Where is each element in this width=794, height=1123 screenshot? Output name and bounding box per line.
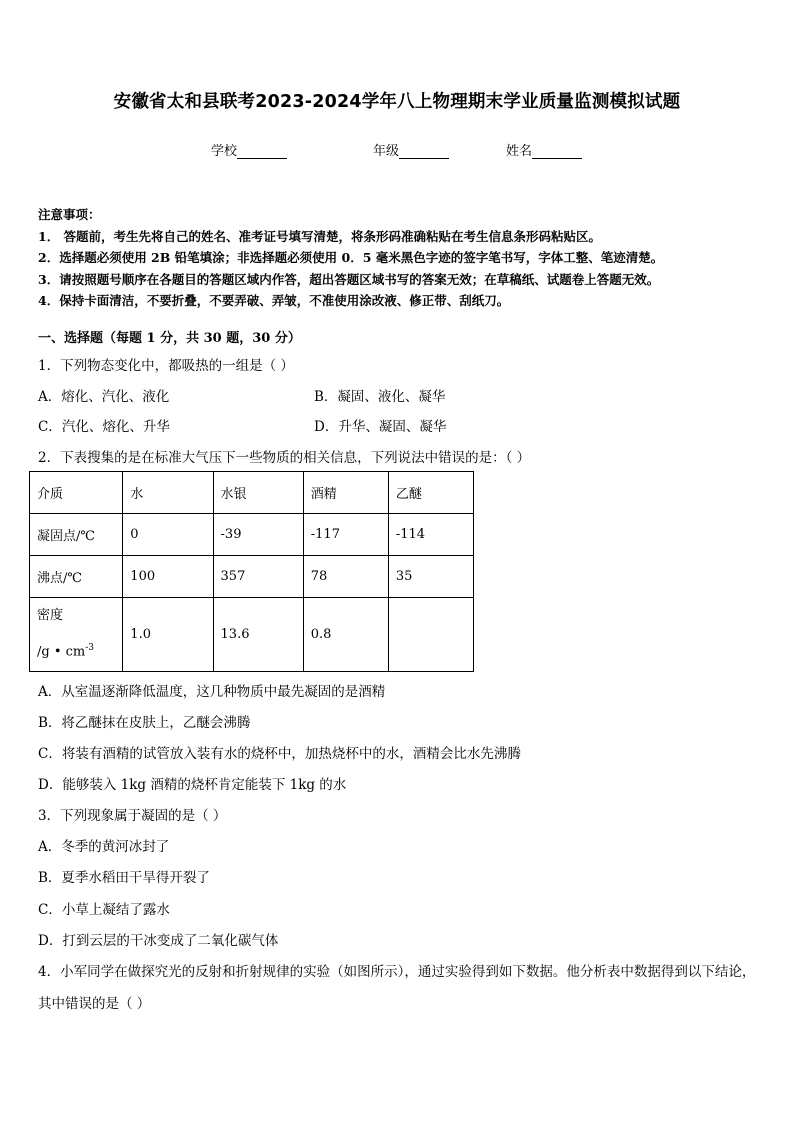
table-cell	[388, 598, 473, 672]
density-label-top: 密度	[37, 608, 64, 624]
q3-option-c: C．小草上凝结了露水	[38, 902, 170, 918]
q1-option-d: D．升华、凝固、凝华	[314, 419, 447, 435]
grade-field	[373, 140, 449, 159]
q4-stem: 4．小军同学在做探究光的反射和折射规律的实验（如图所示），通过实验得到如下数据。他分析表中数据得到以下结论，其中错误的是（ ）	[38, 964, 756, 1012]
school-label: 学校	[211, 144, 238, 159]
table-cell: 水银	[213, 472, 303, 514]
table-cell-density-label	[30, 598, 123, 672]
grade-label: 年级	[373, 144, 400, 159]
table-row	[30, 514, 474, 556]
density-label-unit	[37, 632, 122, 668]
table-cell: 沸点/℃	[30, 556, 123, 598]
q2-option-c: C．将装有酒精的试管放入装有水的烧杯中，加热烧杯中的水，酒精会比水先沸腾	[38, 746, 521, 762]
notice-item: 1． 答题前，考生先将自己的姓名、准考证号填写清楚，将条形码准确粘贴在考生信息条形码粘贴区。	[38, 228, 602, 244]
table-cell: -117	[303, 514, 388, 556]
q3-option-a: A．冬季的黄河冰封了	[38, 839, 170, 855]
table-cell: 1.0	[123, 598, 213, 672]
table-cell: -39	[213, 514, 303, 556]
table-header-row	[30, 472, 474, 514]
name-blank	[532, 145, 582, 159]
table-cell: 水	[123, 472, 213, 514]
table-cell: 乙醚	[388, 472, 473, 514]
section-heading: 一、选择题（每题 1 分，共 30 题，30 分）	[38, 331, 301, 346]
school-field	[211, 140, 287, 159]
name-field	[506, 140, 582, 159]
notice-item: 3．请按照题号顺序在各题目的答题区域内作答，超出答题区域书写的答案无效；在草稿纸、试题卷上答题无效。	[38, 271, 660, 287]
table-cell: 35	[388, 556, 473, 598]
table-cell: 100	[123, 556, 213, 598]
table-cell: 凝固点/℃	[30, 514, 123, 556]
q3-option-b: B．夏季水稻田干旱得开裂了	[38, 870, 210, 886]
table-cell: 13.6	[213, 598, 303, 672]
table-cell: 0	[123, 514, 213, 556]
student-info-row	[0, 140, 794, 160]
q1-stem: 1．下列物态变化中，都吸热的一组是（ ）	[38, 358, 294, 374]
notice-item: 4．保持卡面清洁，不要折叠，不要弄破、弄皱，不准使用涂改液、修正带、刮纸刀。	[38, 293, 510, 308]
q3-stem: 3．下列现象属于凝固的是（ ）	[38, 808, 227, 824]
q2-stem: 2．下表搜集的是在标准大气压下一些物质的相关信息，下列说法中错误的是：（ ）	[38, 450, 531, 466]
notice-block	[38, 204, 663, 312]
q2-option-a: A．从室温逐渐降低温度，这几种物质中最先凝固的是酒精	[38, 684, 386, 700]
substance-table	[29, 471, 474, 672]
density-unit-text: /g • cm	[37, 644, 86, 660]
q3-option-d: D．打到云层的干冰变成了二氧化碳气体	[38, 933, 279, 949]
table-cell: 酒精	[303, 472, 388, 514]
q1-option-c: C．汽化、熔化、升华	[38, 419, 170, 435]
q1-option-a: A．熔化、汽化、液化	[38, 389, 170, 405]
table-cell: 78	[303, 556, 388, 598]
table-cell: 介质	[30, 472, 123, 514]
table-row	[30, 556, 474, 598]
table-cell: 357	[213, 556, 303, 598]
notice-item: 2．选择题必须使用 2B 铅笔填涂；非选择题必须使用 0．5 毫米黑色字迹的签字笔书写，字体工整、笔迹清楚。	[38, 250, 664, 265]
table-row	[30, 598, 474, 672]
table-cell: 0.8	[303, 598, 388, 672]
density-unit-exponent: -3	[85, 643, 95, 654]
q2-option-b: B．将乙醚抹在皮肤上，乙醚会沸腾	[38, 715, 251, 731]
notice-heading: 注意事项：	[38, 207, 101, 222]
q1-option-b: B．凝固、液化、凝华	[314, 389, 446, 405]
name-label: 姓名	[506, 144, 533, 159]
q2-option-d: D．能够装入 1kg 酒精的烧杯肯定能装下 1kg 的水	[38, 777, 347, 793]
table-cell: -114	[388, 514, 473, 556]
grade-blank	[399, 145, 449, 159]
school-blank	[237, 145, 287, 159]
page-title: 安徽省太和县联考2023-2024学年八上物理期末学业质量监测模拟试题	[113, 92, 681, 112]
